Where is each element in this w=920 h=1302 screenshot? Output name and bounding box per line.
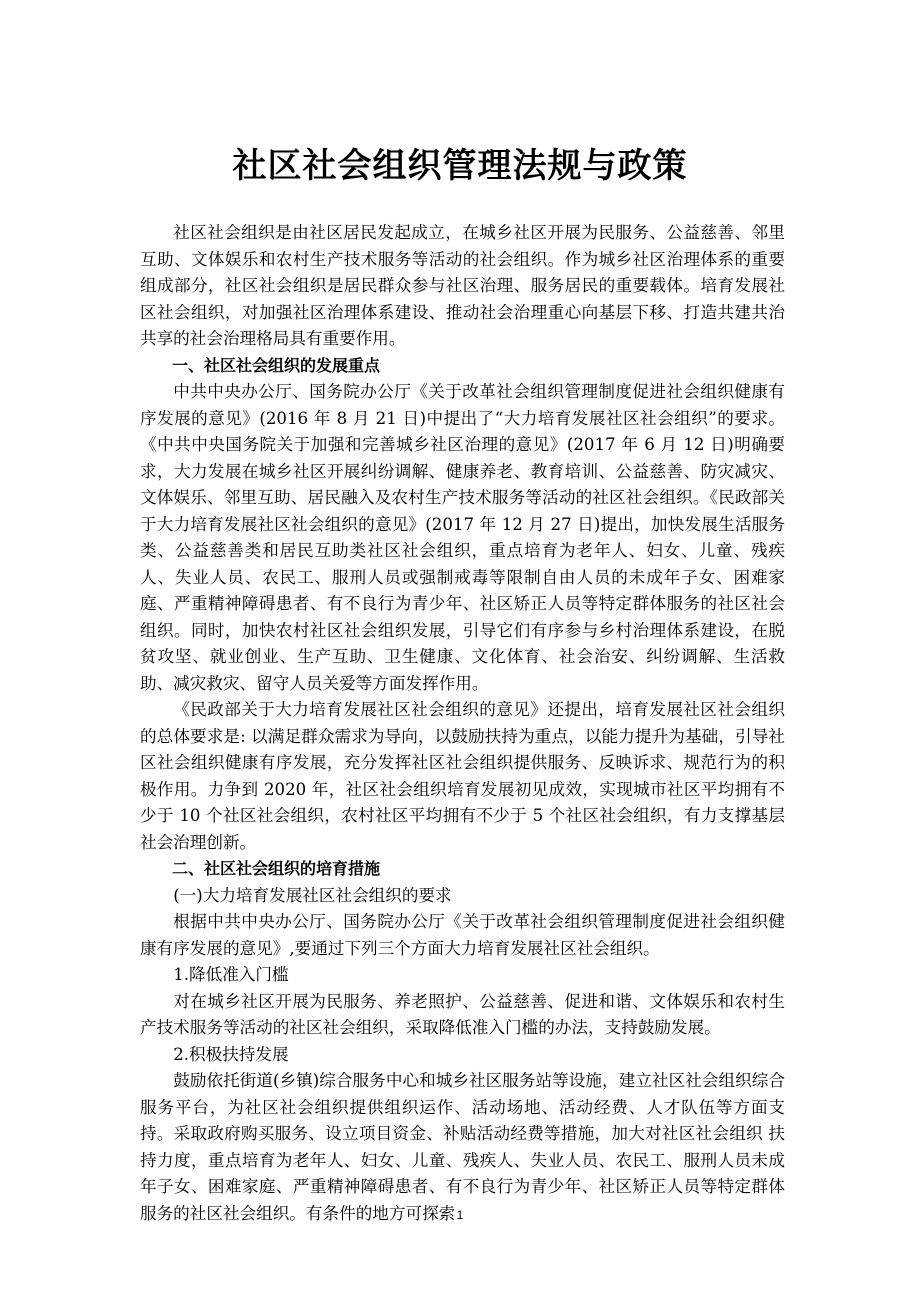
- page-title: 社区社会组织管理法规与政策: [232, 146, 688, 186]
- paragraph: 鼓励依托街道(乡镇)综合服务中心和城乡社区服务站等设施，建立社区社会组织综合服务平台，为社区社会组织提供组织运作、活动场地、活动经费、人才队伍等方面支持。采取政府购买服务、设立项目资金、补贴活动经费等措施，加大对社区社会组织 扶持力度，重点培育为老年人、妇女、儿童、残疾人、失业人员、农民工、服刑人员未成年子女、困难家庭、严重精神障碍患者、有不良行为青少年、社区矫正人员等特定群体服务的社区社会组织。有条件的地方可探索: [140, 1071, 785, 1223]
- list-item-heading: 1.降低准入门槛: [173, 965, 289, 984]
- paragraph: 中共中央办公厅、国务院办公厅《关于改革社会组织管理制度促进社会组织健康有序发展的意见》(2016 年 8 月 21 日)中提出了“大力培育发展社区社会组织”的要求。《中共中央国务院关于加强和完善城乡社区治理的意见》(2017 年 6 月 12 日)明确要 求，大力发展在城乡社区开展纠纷调解、健康养老、教育培训、公益慈善、防灾减灾、文体娱乐、邻里互助、居民融入及农村生产技术服务等活动的社区社会组织。《民政部关于大力培育发展社区社会组织的意见》(2017 年 12 月 27 日)提出，加快发展生活服务类、公益慈善类和居民互助类社区社会组织，重点培育为老年人、妇女、儿童、残疾人、失业人员、农民工、服刑人员或强制戒毒等限制自由人员的未成年子女、困难家庭、严重精神障碍患者、有不良行为青少年、社区矫正人员等特定群体服务的社区社会组织。同时，加快农村社区社会组织发展，引导它们有序参与乡村治理体系建设，在脱贫攻坚、就业创业、生产互助、卫生健康、文化体育、社会治安、纠纷调解、生活救助、减灾救灾、留守人员关爱等方面发挥作用。: [140, 382, 785, 693]
- paragraph: 根据中共中央办公厅、国务院办公厅《关于改革社会组织管理制度促进社会组织健康有序发展的意见》,要通过下列三个方面大力培育发展社区社会组织。: [140, 912, 785, 958]
- subsection-heading: (一)大力培育发展社区社会组织的要求: [173, 885, 452, 905]
- section-heading-1: 一、社区社会组织的发展重点: [172, 355, 381, 375]
- section-heading-2: 二、社区社会组织的培育措施: [172, 859, 381, 878]
- list-item-heading: 2.积极扶持发展: [173, 1044, 289, 1064]
- paragraph: 《民政部关于大力培育发展社区社会组织的意见》还提出，培育发展社区社会组织的总体要求是: 以满足群众需求为导向，以鼓励扶持为重点，以能力提升为基础，引导社区社会组织健康有序发展，充分发挥社区社会组织提供服务、反映诉求、规范行为的积极作用。力争到 2020 年，社区社会组织培育发展初见成效，实现城市社区平均拥有不少于 10 个社区社会组织，农村社区平均拥有不少于 5 个社区社会组织，有力支撑基层社会治理创新。: [140, 700, 785, 852]
- page-number: 1: [456, 1208, 464, 1222]
- paragraph: 对在城乡社区开展为民服务、养老照护、公益慈善、促进和谐、文体娱乐和农村生产技术服务等活动的社区社会组织，采取降低准入门槛的办法，支持鼓励发展。: [140, 991, 785, 1037]
- document-body: [140, 220, 785, 1227]
- paragraph-intro: 社区社会组织是由社区居民发起成立，在城乡社区开展为民服务、公益慈善、邻里互助、文体娱乐和农村生产技术服务等活动的社会组织。作为城乡社区治理体系的重要组成部分，社区社会组织是居民群众参与社区治理、服务居民的重要载体。培育发展社区社会组织，对加强社区治理体系建设、推动社会治理重心向基层下移、打造共建共治共享的社会治理格局具有重要作用。: [140, 223, 785, 348]
